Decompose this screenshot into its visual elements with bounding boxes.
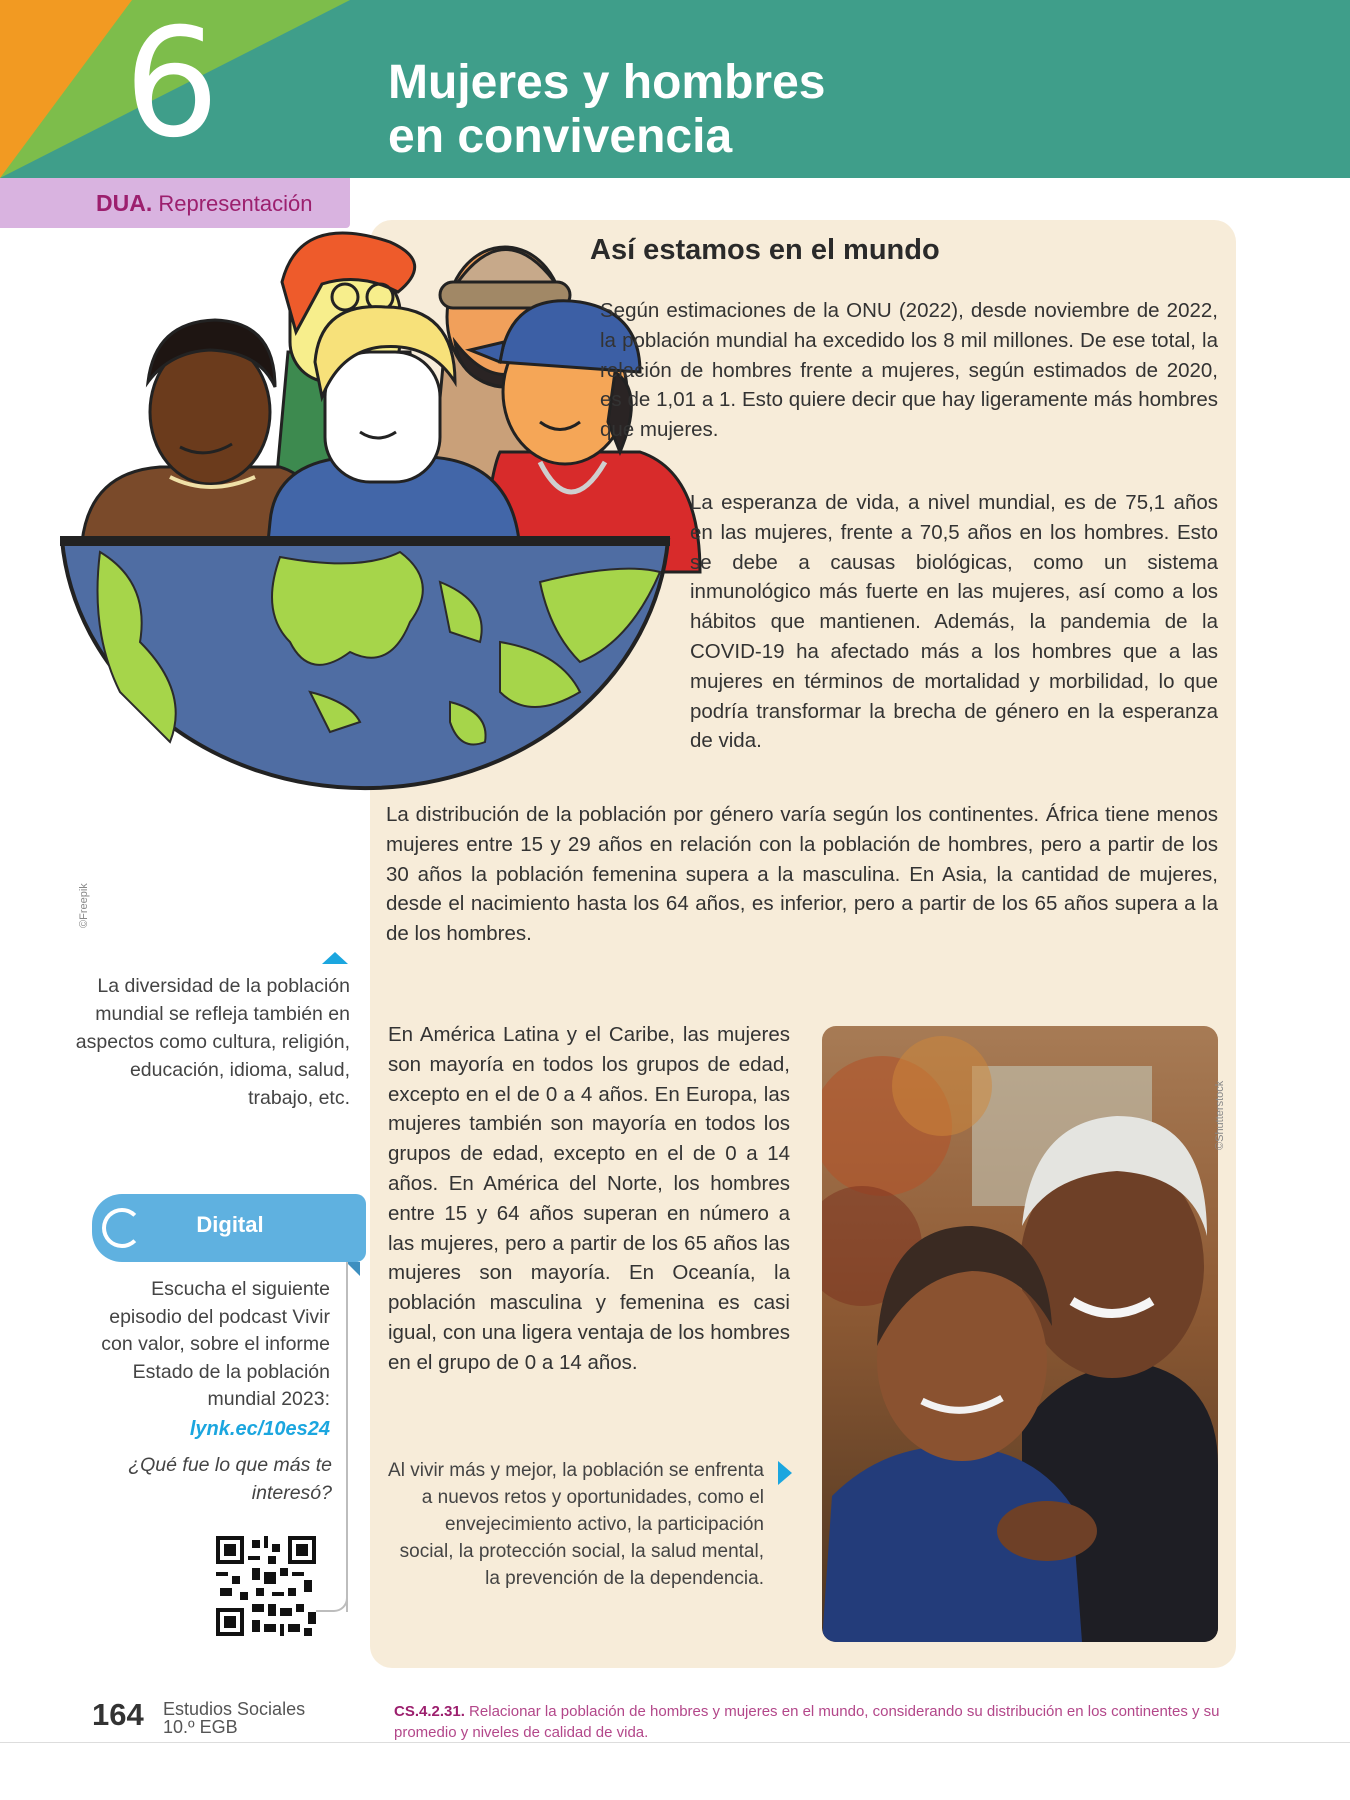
unit-number: 6 <box>124 0 220 171</box>
illustration-caption: La diversidad de la población mundial se refleja también en aspectos como cultura, religión, educación, idioma, salud, trabajo, etc. <box>75 975 350 1109</box>
skill-text: Relacionar la población de hombres y mujeres en el mundo, considerando su distribución en los continentes y su promedio y niveles de calidad de vida. <box>394 1703 1220 1741</box>
skill-criterion <box>394 1701 1224 1743</box>
digital-label: Digital <box>196 1212 264 1237</box>
paragraph-distribution: La distribución de la población por género varía según los continentes. África tiene menos mujeres entre 15 y 29 años en relación con la población de hombres, pero a partir de los 30 años la población femenina supera a la masculina. En Asia, la cantidad de mujeres, desde el nacimiento hasta los 64 años, es inferior, pero a partir de los 65 años supera a la de los hombres. <box>386 803 1218 946</box>
subject-name: Estudios Sociales <box>163 1699 306 1719</box>
unit-header <box>0 0 1350 178</box>
caption-pointer-up-icon <box>322 952 348 964</box>
paragraph-population: Según estimaciones de la ONU (2022), desde noviembre de 2022, la población mundial ha excedido los 8 mil millones. De ese total, la relación de hombres frente a mujeres, según estimados de 2020, es de 1,01 a 1. Esto quiere decir que hay ligeramente más hombres que mujeres. <box>600 299 1218 442</box>
dua-sub: Representación <box>152 191 313 216</box>
digital-divider <box>346 1262 348 1612</box>
paragraph-life-expectancy: La esperanza de vida, a nivel mundial, es de 75,1 años en las mujeres, frente a 70,5 años en los hombres. Esto se debe a causas biológicas, como un sistema inmunológico más fuerte en las mujeres, así como a los hábitos que mantienen. Además, la pandemia de la COVID-19 ha afectado más a los hombres que a las mujeres en términos de mortalidad y morbilidad, lo que podría transformar la brecha de género en la esperanza de vida. <box>690 491 1218 753</box>
paragraph-regions: En América Latina y el Caribe, las mujeres son mayoría en todos los grupos de edad, excepto en el de 0 a 4 años. En Europa, las mujeres también son mayoría en todos los grupos de edad, excepto en el de 0 a 14 años. En América del Norte, los hombres entre 15 y 64 años superan en número a las mujeres, pero a partir de los 65 años las mujeres son mayoría. En Oceanía, la población masculina y femenina es casi igual, con una ligera ventaja de los hombres en el grupo de 0 a 14 años. <box>388 1023 790 1374</box>
digital-tab-tail <box>346 1262 360 1276</box>
unit-title-line1: Mujeres y hombres <box>388 56 826 109</box>
grade-level: 10.º EGB <box>163 1717 238 1737</box>
photo-credit: ©Shutterstock <box>1214 1080 1226 1150</box>
section-title: Así estamos en el mundo <box>590 234 940 266</box>
digital-question: ¿Qué fue lo que más te interesó? <box>128 1454 332 1504</box>
elderly-couple-photo <box>822 1026 1218 1642</box>
digital-c-icon <box>102 1208 142 1248</box>
digital-description: Escucha el siguiente episodio del podcast Vivir con valor, sobre el informe Estado de la población mundial 2023: <box>101 1278 330 1410</box>
photo-caption: Al vivir más y mejor, la población se enfrenta a nuevos retos y oportunidades, como el envejecimiento activo, la participación social, la protección social, la salud mental, la prevención de la dependencia. <box>388 1460 764 1589</box>
qr-code-icon[interactable] <box>216 1536 316 1636</box>
footer-divider <box>0 1742 1350 1743</box>
page-number: 164 <box>92 1697 144 1732</box>
skill-code: CS.4.2.31. <box>394 1703 465 1720</box>
unit-title-line2: en convivencia <box>388 110 733 163</box>
podcast-link[interactable]: lynk.ec/10es24 <box>189 1418 330 1440</box>
caption-pointer-icon <box>778 1461 792 1485</box>
unit-title <box>388 56 1188 164</box>
footer-subject <box>163 1700 305 1736</box>
illustration-credit: ©Freepik <box>78 883 90 928</box>
dua-label <box>96 190 312 217</box>
dua-strong: DUA. <box>96 190 153 216</box>
